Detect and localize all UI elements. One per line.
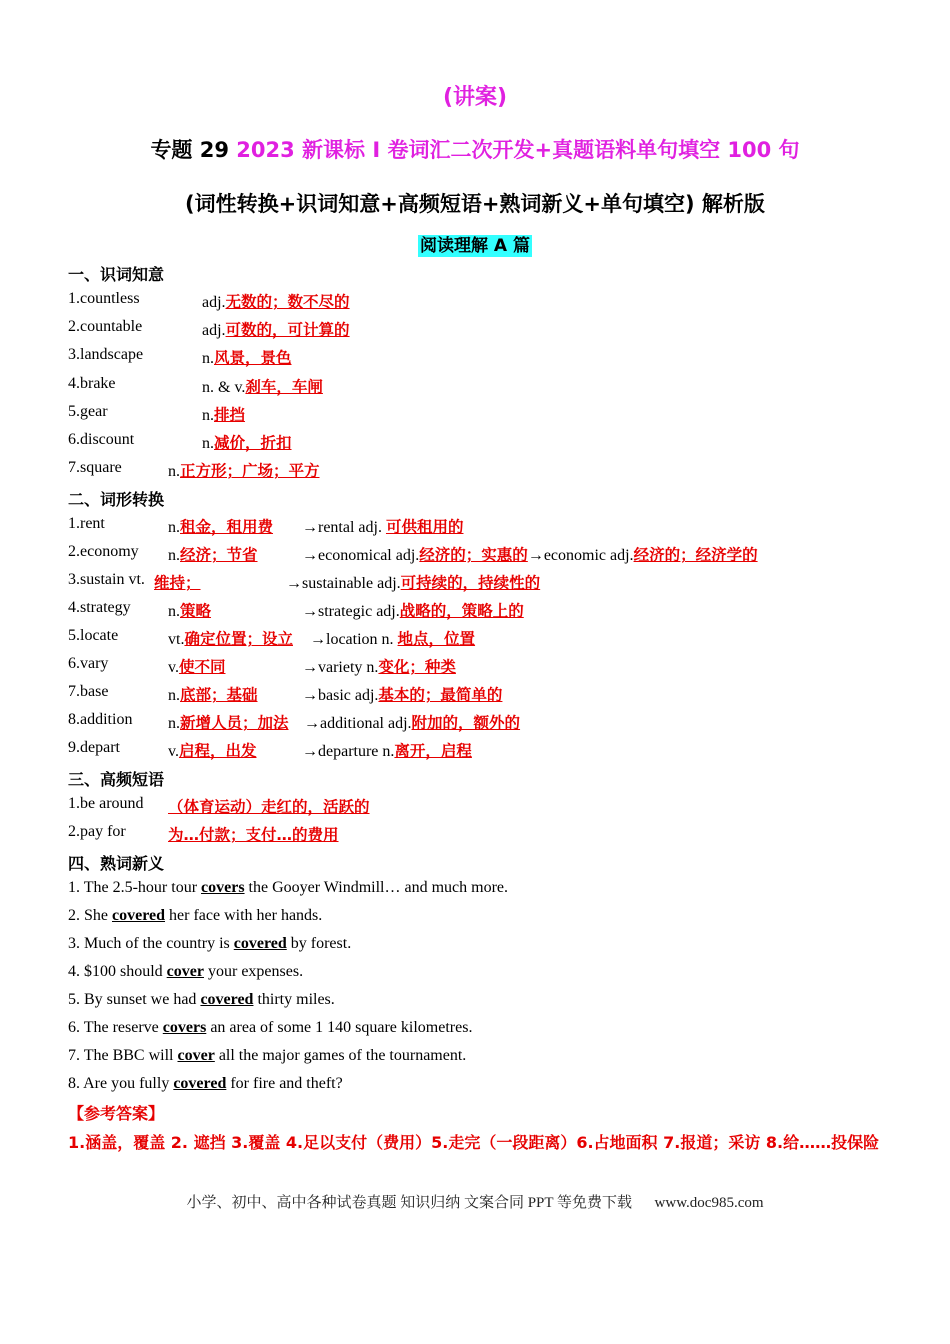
vocab-pos-text: adj.	[202, 294, 226, 311]
conversion-pos	[168, 627, 293, 649]
conversion-derived-group	[302, 655, 456, 677]
page-subtitle: (词性转换+识词知意+高频短语+熟词新义+单句填空) 解析版	[185, 192, 765, 216]
vocab-word: 2.countable	[68, 318, 143, 335]
conversion-arrow: →variety n.	[302, 659, 379, 676]
conversion-meaning: 新增人员；加法	[180, 714, 289, 732]
sentence-pre: 2. She	[68, 907, 112, 924]
conversion-derived-group	[302, 543, 758, 565]
conversion-word: 6.vary	[68, 655, 109, 672]
conversion-pos-text: n.	[168, 715, 180, 732]
conversion-arrow: →basic adj.	[302, 687, 379, 704]
sentence-keyword: covered	[200, 991, 254, 1008]
sentence-pre: 5. By sunset we had	[68, 991, 201, 1008]
sentence-keyword: covers	[201, 879, 245, 896]
sentence-post: by forest.	[286, 935, 352, 952]
vocab-pos-text: n.	[202, 350, 214, 367]
vocab-pos	[202, 290, 350, 312]
vocab-pos	[202, 318, 350, 340]
reading-tag-label: 阅读理解 A 篇	[420, 236, 530, 256]
conversion-pos	[168, 739, 256, 761]
conversion-derived: 经济的；实惠的	[419, 546, 528, 564]
conversion-arrow: →sustainable adj.	[286, 575, 401, 592]
conversion-pos-text: n.	[168, 519, 180, 536]
conversion-pos	[168, 711, 289, 733]
conversion-arrow: →economical adj.	[302, 547, 420, 564]
conversion-word: 4.strategy	[68, 599, 131, 616]
sentence-keyword: covered	[233, 935, 287, 952]
conversion-arrow: →departure n.	[302, 743, 395, 760]
sentence	[68, 991, 335, 1009]
conversion-pos	[168, 515, 273, 537]
conversion-pos-text: n.	[168, 687, 180, 704]
title-colored: 2023 新课标 I 卷词汇二次开发+真题语料单句填空 100 句	[236, 138, 800, 162]
sentence-post: her face with her hands.	[165, 907, 323, 924]
conversion-meaning: 底部；基础	[180, 686, 258, 704]
conversion-arrow-2: →economic adj.	[527, 547, 634, 564]
sentence-keyword: covered	[112, 907, 166, 924]
sentence-keyword: cover	[177, 1047, 215, 1064]
vocab-meaning: 可数的，可计算的	[225, 321, 350, 339]
conversion-derived-group	[304, 711, 520, 733]
sentence-post: the Gooyer Windmill… and much more.	[244, 879, 508, 896]
conversion-pos-text: v.	[168, 743, 179, 760]
sentence	[68, 963, 303, 981]
conversion-word: 7.base	[68, 683, 109, 700]
vocab-meaning: 正方形；广场；平方	[180, 462, 320, 480]
conversion-pos	[168, 599, 211, 621]
sentence-pre: 4. $100 should	[68, 963, 167, 980]
vocab-word: 4.brake	[68, 375, 116, 392]
conversion-meaning: 维持；	[154, 574, 201, 592]
conversion-derived-group	[302, 515, 463, 537]
conversion-meaning: 使不同	[178, 658, 226, 676]
conversion-pos	[168, 543, 258, 565]
vocab-pos-text: n.	[202, 407, 214, 424]
conversion-derived: 附加的，额外的	[411, 714, 521, 732]
conversion-derived: 基本的；最简单的	[378, 686, 503, 704]
vocab-word: 5.gear	[68, 403, 108, 420]
conversion-derived: 离开，启程	[394, 742, 472, 760]
vocab-pos	[202, 403, 245, 425]
vocab-pos-text: n.	[168, 463, 180, 480]
conversion-derived-group	[302, 739, 472, 761]
vocab-pos	[202, 431, 292, 453]
conversion-meaning: 经济；节省	[180, 546, 258, 564]
phrase-meaning: 为…付款；支付…的费用	[168, 826, 339, 844]
conversion-pos-text: vt.	[168, 631, 185, 648]
vocab-pos-text: adj.	[202, 322, 226, 339]
conversion-arrow: →additional adj.	[304, 715, 412, 732]
conversion-pos-text: n.	[168, 603, 180, 620]
conversion-pos	[154, 571, 201, 593]
vocab-word: 3.landscape	[68, 346, 144, 363]
page-footer: 小学、初中、高中各种试卷真题 知识归纳 文案合同 PPT 等免费下载 www.doc985.com	[186, 1195, 764, 1211]
vocab-pos	[168, 459, 320, 481]
sentence-post: your expenses.	[203, 963, 304, 980]
sentence-post: thirty miles.	[253, 991, 335, 1008]
sentence-keyword: covered	[173, 1075, 227, 1092]
phrase-text: 1.be around	[68, 795, 144, 812]
conversion-word: 2.economy	[68, 543, 139, 560]
conversion-pos	[168, 683, 258, 705]
vocab-meaning: 减价，折扣	[214, 434, 292, 452]
phrase-meaning: （体育运动）走红的，活跃的	[168, 798, 370, 816]
sentence-post: an area of some 1 140 square kilometres.	[206, 1019, 473, 1036]
conversion-derived-group	[302, 599, 524, 621]
conversion-word: 5.locate	[68, 627, 119, 644]
conversion-derived: 可持续的，持续性的	[400, 574, 541, 592]
reading-tag	[0, 231, 950, 256]
sentence-keyword: covers	[162, 1019, 207, 1036]
answer-heading: 【参考答案】	[68, 1104, 165, 1123]
vocab-word: 7.square	[68, 459, 122, 476]
conversion-word: 3.sustain vt.	[68, 571, 145, 588]
vocab-pos-text: n.	[202, 435, 214, 452]
section-3-title: 三、高频短语	[68, 770, 165, 789]
sentence	[68, 935, 351, 953]
sentence	[68, 1019, 472, 1037]
conversion-pos	[168, 655, 225, 677]
sentence	[68, 1075, 343, 1093]
conversion-meaning: 确定位置；设立	[184, 630, 293, 648]
conversion-derived-group	[310, 627, 475, 649]
sentence-pre: 7. The BBC will	[68, 1047, 178, 1064]
vocab-meaning: 无数的；数不尽的	[225, 293, 350, 311]
vocab-pos-text: n. & v.	[202, 379, 246, 396]
conversion-meaning: 租金，租用费	[180, 518, 274, 536]
sentence-pre: 8. Are you fully	[68, 1075, 174, 1092]
page-title	[0, 134, 950, 164]
conversion-word: 9.depart	[68, 739, 120, 756]
conversion-word: 8.addition	[68, 711, 133, 728]
sentence-post: for fire and theft?	[226, 1075, 343, 1092]
section-1-title: 一、识词知意	[68, 265, 165, 284]
sentence-keyword: cover	[166, 963, 204, 980]
conversion-derived-group	[302, 683, 502, 705]
sentence-pre: 1. The 2.5-hour tour	[68, 879, 202, 896]
conversion-derived: 可供租用的	[385, 518, 464, 536]
conversion-derived-group	[286, 571, 540, 593]
vocab-meaning: 排挡	[214, 406, 246, 424]
conversion-meaning: 启程，出发	[178, 742, 257, 760]
conversion-arrow: →rental adj.	[302, 519, 386, 536]
vocab-word: 6.discount	[68, 431, 135, 448]
conversion-derived-2: 经济的；经济学的	[633, 546, 758, 564]
conversion-derived: 地点，位置	[397, 630, 476, 648]
lecture-label: (讲案)	[442, 85, 508, 110]
vocab-pos	[202, 375, 323, 397]
vocab-meaning: 刹车，车闸	[245, 378, 323, 396]
conversion-derived: 战略的，策略上的	[399, 602, 524, 620]
conversion-pos-text: v.	[168, 659, 179, 676]
vocab-word: 1.countless	[68, 290, 140, 307]
section-2-title: 二、词形转换	[68, 490, 165, 509]
sentence-pre: 3. Much of the country is	[68, 935, 234, 952]
sentence	[68, 879, 508, 897]
conversion-pos-text: n.	[168, 547, 180, 564]
phrase-text: 2.pay for	[68, 823, 126, 840]
title-prefix: 专题 29	[150, 138, 237, 162]
vocab-pos	[202, 346, 292, 368]
vocab-meaning: 风景，景色	[214, 349, 292, 367]
section-4-title: 四、熟词新义	[68, 854, 165, 873]
conversion-word: 1.rent	[68, 515, 105, 532]
sentence	[68, 907, 322, 925]
conversion-arrow: →strategic adj.	[302, 603, 400, 620]
conversion-meaning: 策略	[180, 602, 212, 620]
sentence-post: all the major games of the tournament.	[214, 1047, 467, 1064]
sentence-pre: 6. The reserve	[68, 1019, 163, 1036]
sentence	[68, 1047, 466, 1065]
conversion-derived: 变化；种类	[378, 658, 456, 676]
conversion-arrow: →location n.	[310, 631, 398, 648]
answer-text: 1.涵盖，覆盖 2. 遮挡 3.覆盖 4.足以支付（费用）5.走完（一段距离）6.占地面积 7.报道；采访 8.给……投保险	[68, 1133, 880, 1152]
